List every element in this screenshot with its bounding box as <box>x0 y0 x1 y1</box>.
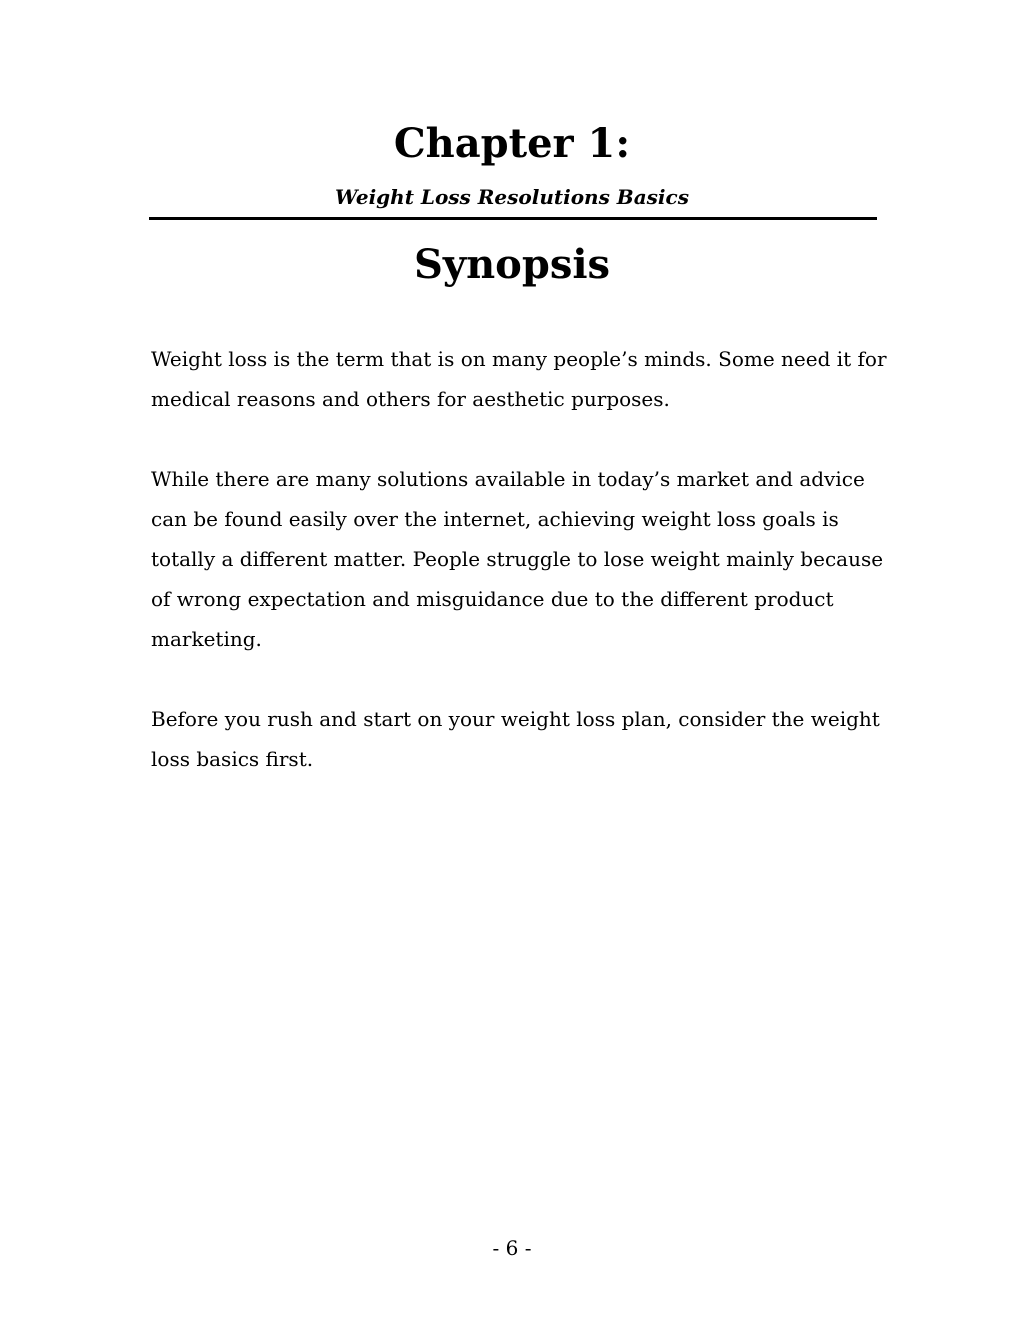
chapter-title: Chapter 1: <box>393 120 631 167</box>
chapter-subtitle: Weight Loss Resolutions Basics <box>335 185 689 209</box>
page-number: - 6 - <box>492 1236 532 1260</box>
paragraph: While there are many solutions available in today’s market and advice can be found easily over the internet, achieving weight loss goals is totally a different matter. People struggle to lose weight mainly because of wrong expectation and misguidance due to the different product marketing. <box>151 467 884 651</box>
heading-divider <box>149 217 877 220</box>
paragraph: Before you rush and start on your weight loss plan, consider the weight loss basics first. <box>151 707 880 771</box>
paragraph: Weight loss is the term that is on many people’s minds. Some need it for medical reasons and others for aesthetic purposes. <box>151 347 887 411</box>
body-text <box>151 339 891 819</box>
section-title: Synopsis <box>413 241 611 288</box>
